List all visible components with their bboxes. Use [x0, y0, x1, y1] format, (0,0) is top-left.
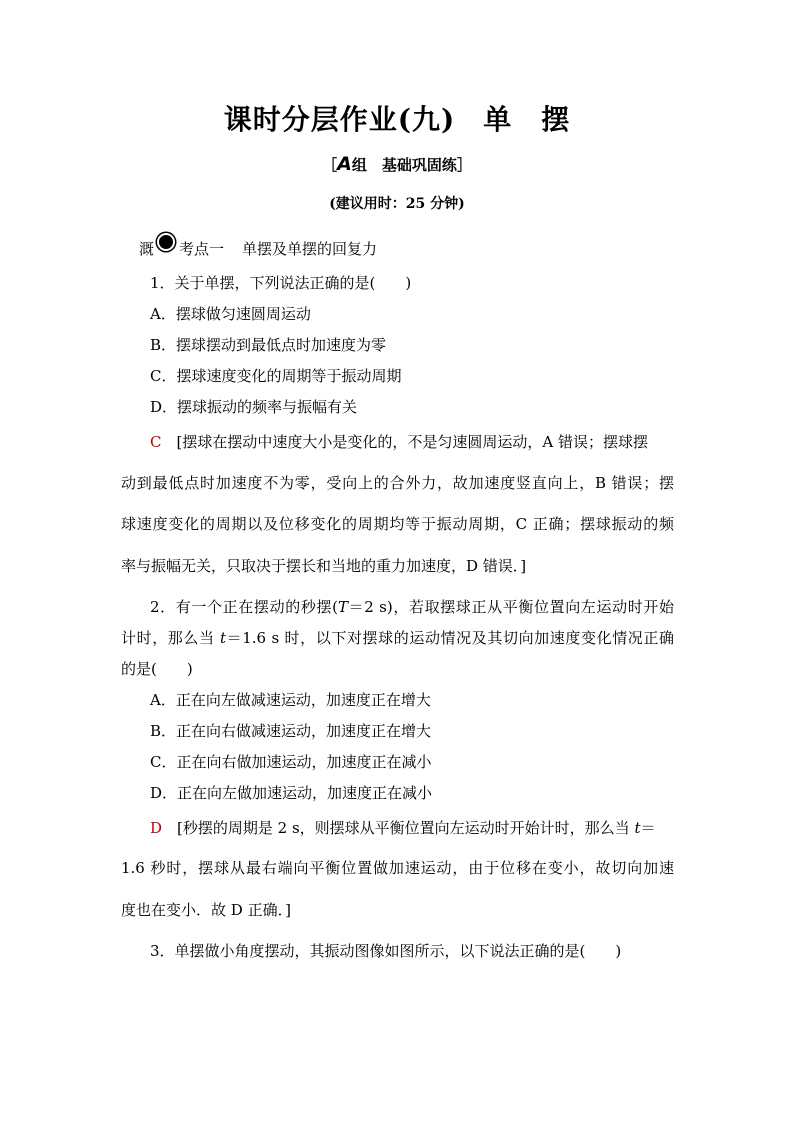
- section-title: 考点一: [179, 240, 225, 258]
- group-title: [0, 153, 794, 175]
- q2-stem-line-1: [121, 596, 674, 617]
- q2-stem-1b: ＝2 s)，若取摆球正从平衡位置向左运动时开始: [347, 598, 674, 616]
- q3-stem: 3．单摆做小角度摆动，其振动图像如图所示，以下说法正确的是( ): [150, 942, 622, 960]
- q2-var-T: T: [337, 598, 348, 616]
- q1-option-a: A．摆球做匀速圆周运动: [150, 305, 311, 323]
- page-title: [0, 98, 794, 138]
- group-letter: A: [337, 153, 352, 175]
- q2-var-t: t: [220, 629, 227, 647]
- group-bracket-close: ］: [456, 156, 472, 174]
- group-bracket-open: ［: [322, 156, 338, 174]
- q1-option-b: B．摆球摆动到最低点时加速度为零: [150, 336, 387, 354]
- title-tail: 单 摆: [483, 103, 571, 136]
- group-name: 组 基础巩固练: [351, 156, 457, 174]
- q1-answer-letter: C: [150, 433, 162, 451]
- q2-explanation-line-1: [150, 817, 656, 838]
- q2-stem-line-3: 的是( ): [121, 660, 193, 678]
- q2-explanation-1a: [秒摆的周期是 2 s，则摆球从平衡位置向左运动时开始计时，那么当: [177, 819, 635, 837]
- q2-option-c: C．正在向右做加速运动，加速度正在减小: [150, 753, 432, 771]
- q2-explanation-var-t: t: [634, 819, 641, 837]
- time-note: (建议用时：25 分钟): [329, 196, 465, 212]
- q1-stem: 1．关于单摆，下列说法正确的是( ): [150, 274, 412, 292]
- section-name: 单摆及单摆的回复力: [242, 240, 378, 258]
- q2-explanation-1b: ＝: [640, 819, 656, 837]
- q2-stem-2b: ＝1.6 s 时，以下对摆球的运动情况及其切向加速度变化情况正确: [226, 629, 674, 647]
- section-heading: [139, 238, 377, 259]
- q2-stem-line-2: [121, 627, 674, 648]
- q1-explanation-text-1: [摆球在摆动中速度大小是变化的，不是匀速圆周运动，A 错误；摆球摆: [176, 433, 648, 451]
- q2-explanation-line-3: 度也在变小．故 D 正确．]: [121, 901, 291, 919]
- title-main: 课时分层作业(九): [223, 103, 456, 136]
- q1-explanation-line-4: 率与振幅无关，只取决于摆长和当地的重力加速度，D 错误．]: [121, 557, 527, 575]
- q1-explanation-line-2: 动到最低点时加速度不为零，受向上的合外力，故加速度竖直向上，B 错误；摆: [121, 474, 674, 492]
- q2-stem-2a: 计时，那么当: [121, 629, 220, 647]
- section-prefix: 溉: [139, 240, 155, 258]
- q2-explanation-line-2: 1.6 秒时，摆球从最右端向平衡位置做加速运动，由于位移在变小，故切向加速: [121, 859, 674, 877]
- q1-explanation-line-1: [150, 431, 648, 452]
- q1-option-c: C．摆球速度变化的周期等于振动周期: [150, 367, 402, 385]
- bullet-circle-icon: [157, 233, 175, 251]
- q2-option-d: D．正在向左做加速运动，加速度正在减小: [150, 784, 433, 802]
- q2-answer-letter: D: [150, 819, 163, 837]
- q2-option-a: A．正在向左做减速运动，加速度正在增大: [150, 691, 431, 709]
- q1-explanation-line-3: 球速度变化的周期以及位移变化的周期均等于振动周期，C 正确；摆球振动的频: [121, 515, 674, 533]
- q2-option-b: B．正在向右做减速运动，加速度正在增大: [150, 722, 432, 740]
- q2-stem-1a: 2．有一个正在摆动的秒摆(: [150, 598, 338, 616]
- q1-option-d: D．摆球振动的频率与振幅有关: [150, 398, 358, 416]
